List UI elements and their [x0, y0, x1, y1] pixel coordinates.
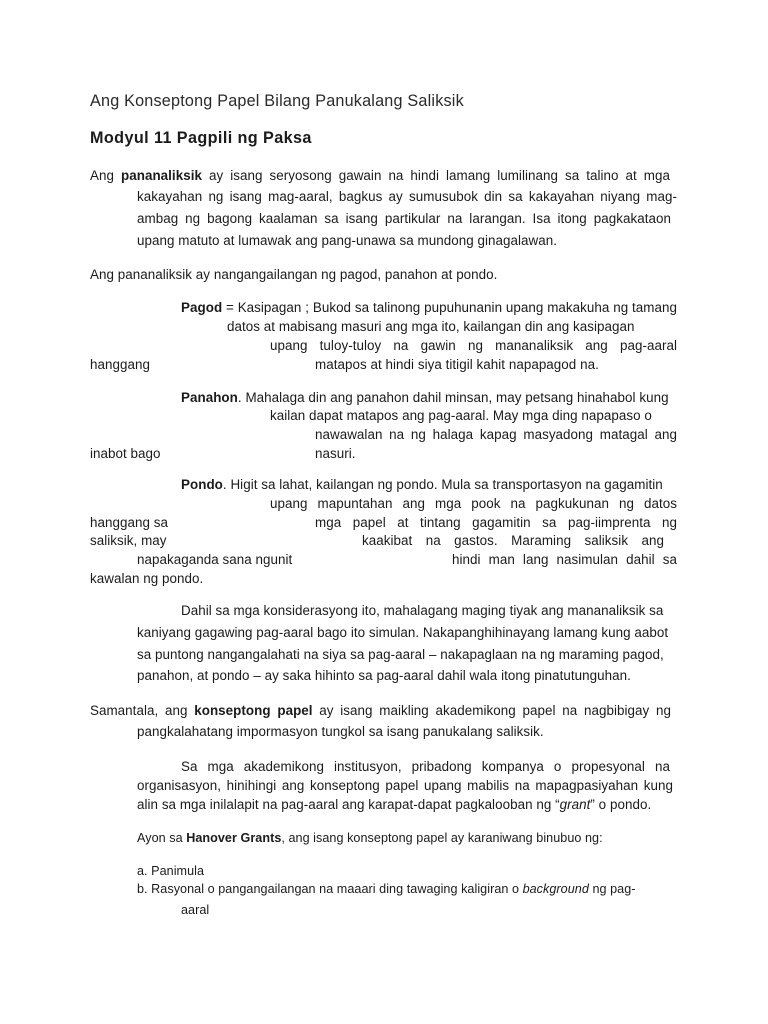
term-hanover-grants: Hanover Grants	[186, 831, 282, 845]
intro-line-3: ambag ng bagong kaalaman sa isang partikular na larangan. Isa itong pagkakataon	[137, 211, 671, 226]
pagod-line-4-left: hanggang	[90, 357, 150, 372]
considerations-line-1: Dahil sa mga konsiderasyong ito, mahalagang maging tiyak ang mananaliksik sa	[181, 603, 664, 618]
samantala-line-2: pangkalahatang impormasyon tungkol sa isang panukalang saliksik.	[137, 724, 544, 739]
term-pagod: Pagod	[181, 300, 223, 315]
pondo-line-4-right: kaakibat na gastos. Maraming saliksik ang	[362, 533, 664, 548]
term-panahon: Panahon	[181, 390, 238, 405]
institutions-line-3: alin sa mga inilalapit na pag-aaral ang karapat-dapat pagkalooban ng “grant” o pondo.	[137, 797, 652, 812]
panahon-line-2: kailan dapat matapos ang pag-aaral. May mga ding napapaso o	[270, 408, 652, 423]
pagod-line-1: Pagod = Kasipagan ; Bukod sa talinong pupuhunanin upang makakuha ng tamang	[181, 300, 677, 315]
needs-line: Ang pananaliksik ay nangangailangan ng pagod, panahon at pondo.	[90, 267, 498, 282]
intro-line-1: Ang pananaliksik ay isang seryosong gawain na hindi lamang lumilinang sa talino at mga	[90, 168, 671, 183]
pagod-line-3: upang tuloy-tuloy na gawin ng mananaliksik ang pag-aaral	[270, 338, 677, 353]
term-grant: grant	[559, 797, 591, 812]
list-item-a: a. Panimula	[137, 864, 205, 878]
institutions-line-1: Sa mga akademikong institusyon, pribadong kompanya o propesyonal na	[181, 759, 670, 774]
pondo-line-3-left: hanggang sa	[90, 515, 168, 530]
panahon-line-3: nawawalan na ng halaga kapag masyadong matagal ang	[315, 427, 677, 442]
intro-line-4: upang matuto at lumawak ang pang-unawa sa mundong ginagalawan.	[137, 233, 557, 248]
samantala-line-1: Samantala, ang konseptong papel ay isang maikling akademikong papel na nagbibigay ng	[90, 703, 671, 718]
considerations-line-3: sa puntong nangangalahati na siya sa pag-aaral – nakapaglaan na ng maraming pagod,	[137, 647, 664, 662]
pondo-line-2: upang mapuntahan ang mga pook na pagkukunan ng datos	[270, 496, 677, 511]
pondo-line-4-left: saliksik, may	[90, 533, 167, 548]
term-background: background	[522, 882, 589, 896]
document-title: Ang Konseptong Papel Bilang Panukalang Saliksik	[90, 92, 464, 110]
list-item-b-continued: aaral	[181, 903, 210, 917]
pondo-line-5-right: hindi man lang nasimulan dahil sa	[452, 552, 677, 567]
panahon-line-4-right: nasuri.	[315, 446, 356, 461]
pagod-line-4-right: matapos at hindi siya titigil kahit napapagod na.	[315, 357, 599, 372]
term-konseptong-papel: konseptong papel	[194, 703, 313, 718]
pondo-line-3-right: mga papel at tintang gagamitin sa pag-iimprenta ng	[315, 515, 677, 530]
pondo-line-5-left: napakaganda sana ngunit	[137, 552, 293, 567]
institutions-line-2: organisasyon, hinihingi ang konseptong papel upang mabilis na mapagpasiyahan kung	[137, 778, 673, 793]
list-item-b: b. Rasyonal o pangangailangan na maaari ding tawaging kaligiran o background ng pag-	[137, 882, 636, 896]
panahon-line-1: Panahon. Mahalaga din ang panahon dahil minsan, may petsang hinahabol kung	[181, 390, 669, 405]
hanover-line: Ayon sa Hanover Grants, ang isang konseptong papel ay karaniwang binubuo ng:	[137, 831, 603, 845]
term-pondo: Pondo	[181, 477, 223, 492]
intro-line-2: kakayahan ng isang mag-aaral, bagkus ay sumusubok din sa kakayahan niyang mag-	[137, 189, 677, 204]
pondo-line-6: kawalan ng pondo.	[90, 571, 204, 586]
pagod-line-2: datos at mabisang masuri ang mga ito, kailangan din ang kasipagan	[227, 319, 635, 334]
considerations-line-4: panahon, at pondo – ay saka hihinto sa pag-aaral dahil wala itong pinatutunguhan.	[137, 668, 631, 683]
pondo-line-1: Pondo. Higit sa lahat, kailangan ng pondo. Mula sa transportasyon na gagamitin	[181, 477, 663, 492]
panahon-line-4-left: inabot bago	[90, 446, 161, 461]
term-pananaliksik: pananaliksik	[120, 168, 202, 183]
module-heading: Modyul 11 Pagpili ng Paksa	[90, 129, 312, 147]
considerations-line-2: kaniyang gagawing pag-aaral bago ito simulan. Nakapanghihinayang lamang kung aabot	[137, 625, 669, 640]
